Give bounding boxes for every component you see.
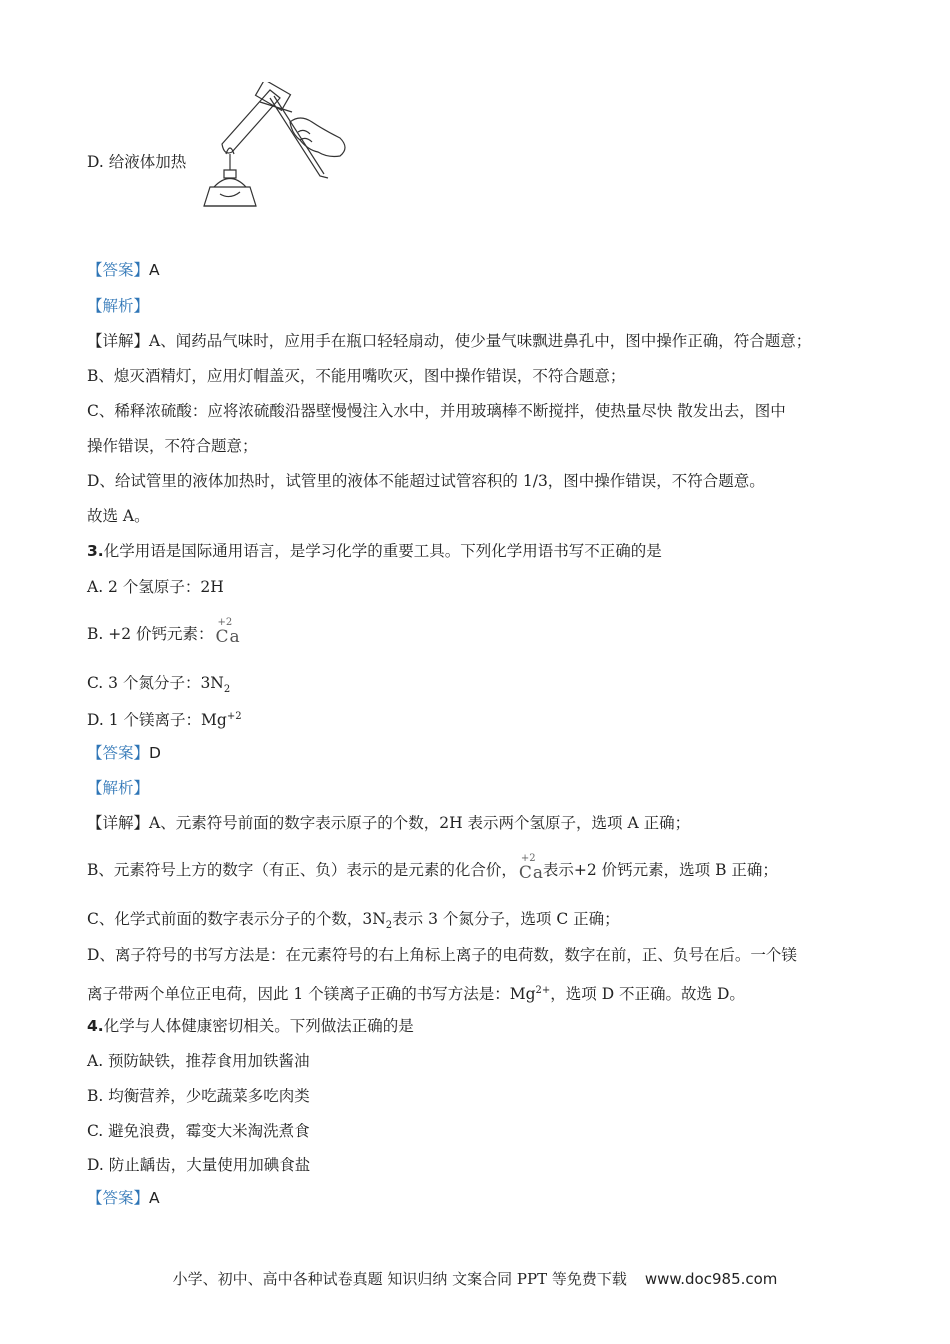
q4-option-a: A. 预防缺铁，推荐食用加铁酱油 [87,1052,310,1070]
question-text: 化学与人体健康密切相关。下列做法正确的是 [103,1017,414,1035]
q3-detail-d2 [87,981,745,1004]
detail-text: A、闻药品气味时，应用手在瓶口轻轻扇动，使少量气味飘进鼻孔中，图中操作正确，符合题意； [149,332,812,350]
q4-option-b: B. 均衡营养，少吃蔬菜多吃肉类 [87,1087,310,1105]
q4-answer [87,1188,160,1208]
option-text: C. 3 个氮分子：3N [87,674,224,692]
answer-label: 【答案】 [87,1189,150,1207]
element-symbol: Ca [518,863,545,883]
q3-detail-d1: D、离子符号的书写方法是：在元素符号的右上角标上离子的电荷数，数字在前，正、负号在后。一个镁 [87,946,797,964]
detail-text: 表示 3 个氮分子，选项 C 正确； [392,910,620,928]
q4-option-c: C. 避免浪费，霉变大米淘洗煮食 [87,1122,310,1140]
q3-analysis-label: 【解析】 [87,779,150,797]
q3-detail-b [87,853,778,883]
q3-detail-c [87,909,620,936]
q2-detail-c1: C、稀释浓硫酸：应将浓硫酸沿器壁慢慢注入水中，并用玻璃棒不断搅拌，使热量尽快 散发出去，图中 [87,402,786,420]
option-text: B. +2 价钙元素： [87,625,214,643]
detail-label: 【详解】 [87,814,150,832]
question-number: 4. [87,1017,104,1035]
q4-stem [87,1016,414,1036]
answer-label: 【答案】 [87,744,150,762]
detail-text: B、元素符号上方的数字（有正、负）表示的是元素的化合价， [87,861,517,879]
footer-text: 小学、初中、高中各种试卷真题 知识归纳 文案合同 PPT 等免费下载 [172,1270,627,1288]
q2-detail-d: D、给试管里的液体加热时，试管里的液体不能超过试管容积的 1/3，图中操作错误，不符合题意。 [87,472,765,490]
q2-answer [87,260,160,280]
superscript: 2+ [535,985,551,996]
q2-conclusion: 故选 A。 [87,507,150,525]
answer-label: 【答案】 [87,261,150,279]
detail-label: 【详解】 [87,332,150,350]
detail-text: A、元素符号前面的数字表示原子的个数，2H 表示两个氢原子，选项 A 正确； [149,814,691,832]
q2-detail-b: B、熄灭酒精灯，应用灯帽盖灭，不能用嘴吹灭，图中操作错误，不符合题意； [87,367,626,385]
option-text: D. 1 个镁离子：Mg [87,711,227,730]
answer-value: D [149,744,161,762]
valence-sup: +2 [217,617,233,628]
subscript: 2 [385,920,393,932]
q2-detail-c2: 操作错误，不符合题意； [87,437,258,455]
q3-detail-a [87,813,690,833]
q2-option-d: D. 给液体加热 [87,153,187,171]
valence-sup: +2 [520,853,536,864]
calcium-valence-notation [518,853,545,883]
footer-url-link[interactable]: www.doc985.com [644,1270,778,1288]
subscript: 2 [223,684,231,696]
superscript: +2 [226,711,242,722]
q3-option-d [87,707,242,730]
element-symbol: Ca [215,627,241,647]
calcium-valence-notation [215,617,241,647]
q3-answer [87,743,161,763]
question-text: 化学用语是国际通用语言，是学习化学的重要工具。下列化学用语书写不正确的是 [103,542,662,560]
detail-text: 表示+2 价钙元素，选项 B 正确； [542,861,778,879]
answer-value: A [149,261,160,279]
detail-text: ，选项 D 不正确。故选 D。 [550,985,745,1004]
q3-option-a: A. 2 个氢原子：2H [87,578,224,596]
detail-text: 离子带两个单位正电荷，因此 1 个镁离子正确的书写方法是：Mg [87,985,536,1004]
q3-option-c [87,673,230,700]
q3-stem [87,541,662,561]
q4-option-d: D. 防止龋齿，大量使用加碘食盐 [87,1156,311,1174]
q2-analysis-label: 【解析】 [87,297,150,315]
page-footer [0,1268,950,1289]
q2-detail-a [87,331,811,351]
answer-value: A [149,1189,160,1207]
test-tube-heating-illustration [200,82,360,217]
detail-text: C、化学式前面的数字表示分子的个数，3N [87,910,386,928]
q3-option-b [87,617,241,647]
question-number: 3. [87,542,104,560]
